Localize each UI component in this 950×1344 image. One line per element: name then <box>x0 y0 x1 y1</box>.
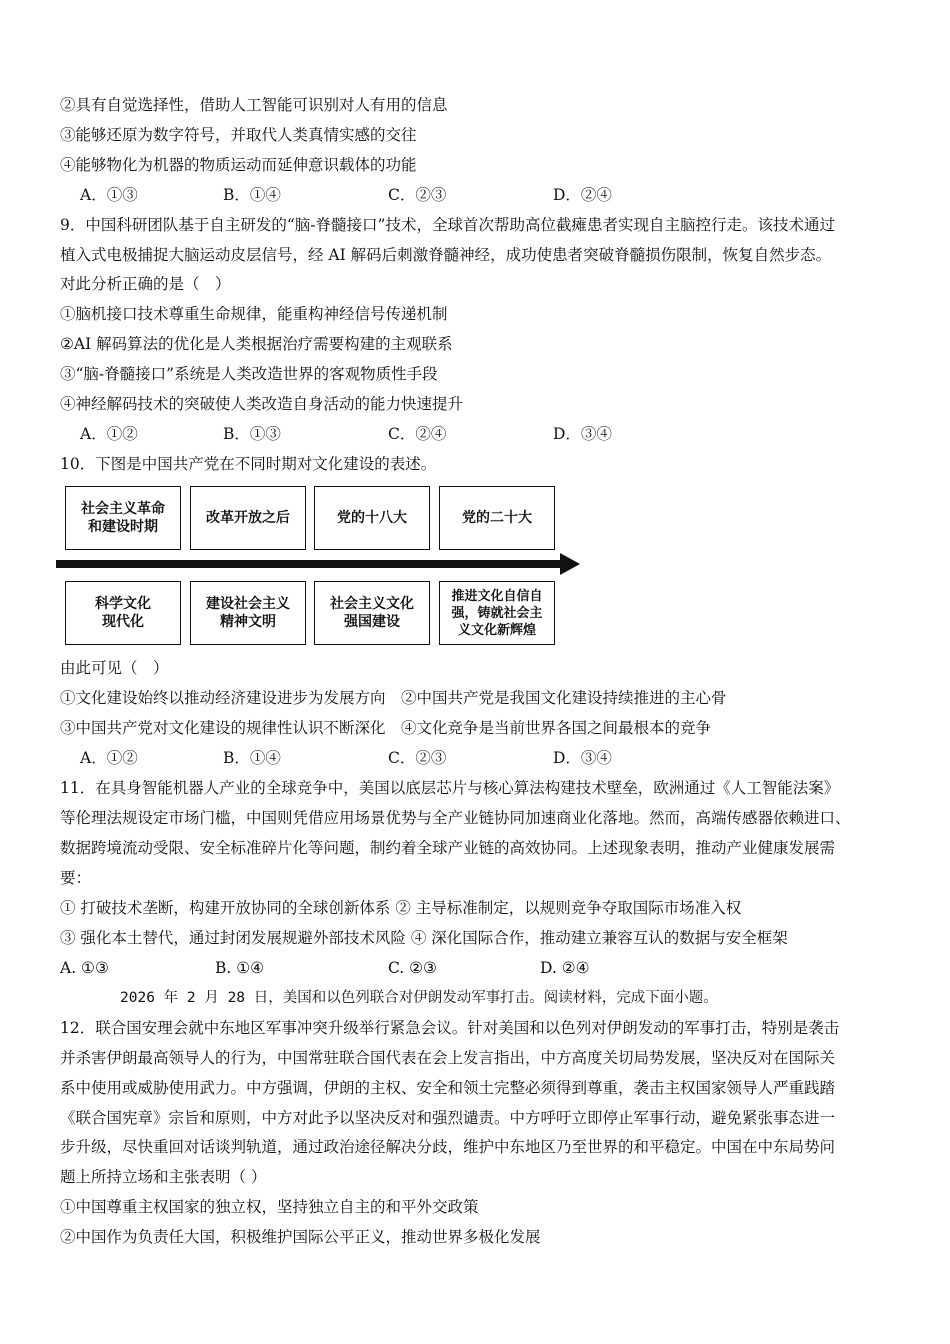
q8-option-b: B．①④ <box>223 186 281 204</box>
period-box-3 <box>314 486 430 550</box>
q12-statement-2: ②中国作为负责任大国，积极维护国际公平正义，推动世界多极化发展 <box>60 1228 541 1246</box>
period-box-1 <box>65 486 181 550</box>
period-box-1-line-1: 社会主义革命 <box>81 501 165 517</box>
q11-statements-row-2: ③ 强化本土替代，通过封闭发展规避外部技术风险 ④ 深化国际合作，推动建立兼容互认的数据与安全框架 <box>60 929 788 947</box>
q12-stem-line-2: 并杀害伊朗最高领导人的行为，中国常驻联合国代表在会上发言指出，中方高度关切局势发展，坚决反对在国际关 <box>60 1049 836 1067</box>
timeline-arrow-icon <box>56 553 582 575</box>
q10-stem: 10．下图是中国共产党在不同时期对文化建设的表述。 <box>60 455 437 473</box>
statement-box-2-line-1: 建设社会主义 <box>206 596 290 612</box>
q9-option-d: D．③④ <box>553 425 612 443</box>
statement-box-2-line-2: 精神文明 <box>220 614 276 630</box>
q10-option-a: A．①② <box>80 749 138 767</box>
q8-option-c: C．②③ <box>388 186 447 204</box>
q8-option-a: A．①③ <box>80 186 138 204</box>
statement-box-4-line-1: 推进文化自信自 <box>451 588 543 604</box>
q9-statement-4: ④神经解码技术的突破使人类改造自身活动的能力快速提升 <box>60 395 464 413</box>
statement-box-3-line-2: 强国建设 <box>344 614 400 630</box>
q9-statement-1: ①脑机接口技术尊重生命规律，能重构神经信号传递机制 <box>60 305 448 323</box>
q9-option-c: C．②④ <box>388 425 447 443</box>
q11-option-c: C. ②③ <box>388 959 437 977</box>
statement-box-4 <box>439 581 555 645</box>
q12-stem-line-5: 步升级，尽快重回对话谈判轨道，通过政治途径解决分歧，维护中东地区乃至世界的和平稳定。中国在中东局势问 <box>60 1138 836 1156</box>
q10-option-b: B．①④ <box>223 749 281 767</box>
statement-box-4-line-2: 强，铸就社会主 <box>451 605 543 621</box>
q8-statement-3: ③能够还原为数字符号，并取代人类真情实感的交往 <box>60 126 417 144</box>
q9-option-a: A．①② <box>80 425 138 443</box>
q9-stem-line-3: 对此分析正确的是（ ） <box>60 275 231 293</box>
q11-option-a: A. ①③ <box>60 959 109 977</box>
q12-stem-line-6: 题上所持立场和主张表明（ ） <box>60 1168 267 1186</box>
q12-stem-line-3: 系中使用或威胁使用武力。中方强调，伊朗的主权、安全和领土完整必须得到尊重，袭击主权国家领导人严重践踏 <box>60 1079 836 1097</box>
q12-stem-line-4: 《联合国宪章》宗旨和原则，中方对此予以坚决反对和强烈谴责。中方呼吁立即停止军事行动，避免紧张事态进一 <box>60 1109 836 1127</box>
period-box-4-line-1: 党的二十大 <box>462 510 532 526</box>
q8-option-d: D．②④ <box>553 186 612 204</box>
q10-option-c: C．②③ <box>388 749 447 767</box>
q11-statements-row-1: ① 打破技术垄断，构建开放协同的全球创新体系 ② 主导标准制定，以规则竞争夺取国际市场准入权 <box>60 899 742 917</box>
q8-statement-4: ④能够物化为机器的物质运动而延伸意识载体的功能 <box>60 156 417 174</box>
period-box-2-line-1: 改革开放之后 <box>206 510 290 526</box>
q10-statements-row-1: ①文化建设始终以推动经济建设进步为发展方向 ②中国共产党是我国文化建设持续推进的主心骨 <box>60 689 727 707</box>
q10-statements-row-2: ③中国共产党对文化建设的规律性认识不断深化 ④文化竞争是当前世界各国之间最根本的竞争 <box>60 719 712 737</box>
q11-option-b: B. ①④ <box>215 959 265 977</box>
period-box-1-line-2: 和建设时期 <box>88 519 158 535</box>
statement-box-1 <box>65 581 181 645</box>
statement-box-3 <box>314 581 430 645</box>
q12-statement-1: ①中国尊重主权国家的独立权，坚持独立自主的和平外交政策 <box>60 1198 479 1216</box>
period-box-4 <box>439 486 555 550</box>
q10-option-d: D．③④ <box>553 749 612 767</box>
q9-stem-line-1: 9．中国科研团队基于自主研发的“脑-脊髓接口”技术，全球首次帮助高位截瘫患者实现自主脑控行走。该技术通过 <box>60 216 835 234</box>
q11-stem-line-1: 11．在具身智能机器人产业的全球竞争中，美国以底层芯片与核心算法构建技术壁垒，欧洲通过《人工智能法案》 <box>60 779 840 797</box>
q8-statement-2: ②具有自觉选择性，借助人工智能可识别对人有用的信息 <box>60 96 448 114</box>
q9-option-b: B．①③ <box>223 425 281 443</box>
period-box-3-line-1: 党的十八大 <box>337 510 407 526</box>
q12-stem-line-1: 12．联合国安理会就中东地区军事冲突升级举行紧急会议。针对美国和以色列对伊朗发动的军事打击，特别是袭击 <box>60 1019 840 1037</box>
q11-stem-line-3: 数据跨境流动受限、安全标准碎片化等问题，制约着全球产业链的高效协同。上述现象表明，推动产业健康发展需 <box>60 839 836 857</box>
q11-option-d: D. ②④ <box>540 959 590 977</box>
q9-statement-3: ③“脑-脊髓接口”系统是人类改造世界的客观物质性手段 <box>60 365 438 383</box>
period-box-2 <box>190 486 306 550</box>
q9-stem-line-2: 植入式电极捕捉大脑运动皮层信号，经 AI 解码后刺激脊髓神经，成功使患者突破脊髓损伤限制，恢复自然步态。 <box>60 246 832 264</box>
q10-lead: 由此可见（ ） <box>60 659 169 677</box>
q11-stem-line-4: 要： <box>60 869 92 887</box>
statement-box-1-line-1: 科学文化 <box>95 596 151 612</box>
material-intro: 2026 年 2 月 28 日，美国和以色列联合对伊朗发动军事打击。阅读材料，完成下面小题。 <box>120 990 718 1006</box>
statement-box-1-line-2: 现代化 <box>102 614 144 630</box>
statement-box-3-line-1: 社会主义文化 <box>330 596 414 612</box>
statement-box-4-line-3: 义文化新辉煌 <box>457 622 536 638</box>
q9-statement-2: ②AI 解码算法的优化是人类根据治疗需要构建的主观联系 <box>60 335 453 353</box>
q11-stem-line-2: 等伦理法规设定市场门槛，中国则凭借应用场景优势与全产业链协同加速商业化落地。然而，高端传感器依赖进口、 <box>60 809 851 827</box>
statement-box-2 <box>190 581 306 645</box>
